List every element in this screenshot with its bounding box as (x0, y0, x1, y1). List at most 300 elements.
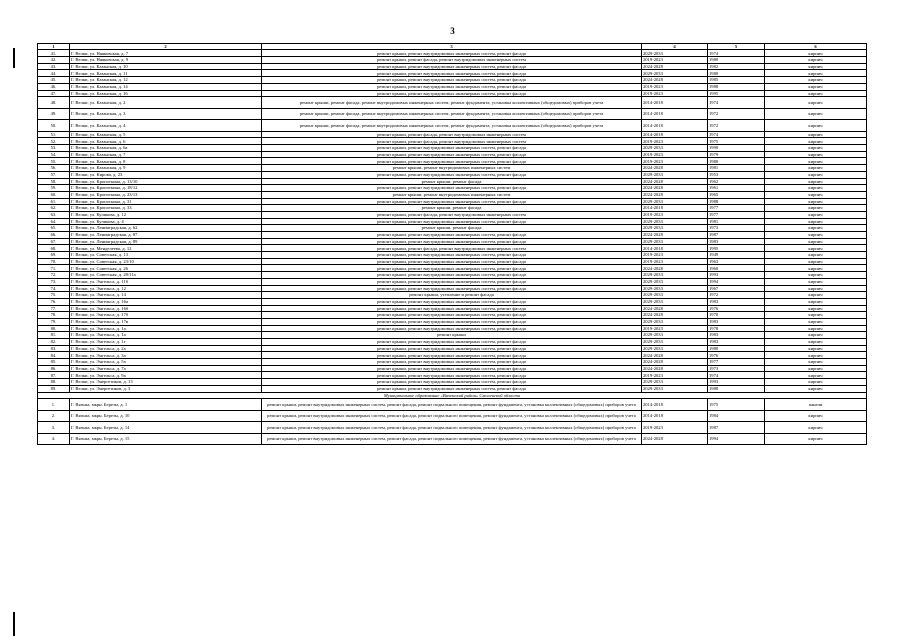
period-cell: 2029-2033 (642, 50, 708, 57)
table-row (38, 205, 867, 212)
material-cell: кирпич (765, 232, 867, 239)
material-cell: кирпич (765, 151, 867, 158)
row-number: 52. (38, 138, 70, 145)
year-cell: 1995 (708, 245, 765, 252)
table-row (38, 292, 867, 299)
period-cell: 2029-2033 (642, 145, 708, 152)
address-cell: Г. Велки, ул. Казанская, д. 12 (70, 77, 262, 84)
table-row (38, 138, 867, 145)
row-number: 72. (38, 272, 70, 279)
address-cell: Г. Вязьма, мкрн. Березы, д. 15 (70, 433, 262, 445)
works-cell: ремонт крыши, ремонт внутридомовых инженерных систем, ремонт фасада (262, 50, 642, 57)
material-cell: кирпич (765, 211, 867, 218)
row-number: 41. (38, 50, 70, 57)
year-cell: 1983 (708, 332, 765, 339)
year-cell: 1974 (708, 372, 765, 379)
period-cell: 2014-2018 (642, 108, 708, 120)
address-cell: Г. Велки, ул. Няяковская, д. 9 (70, 57, 262, 64)
works-cell: ремонт крыши (262, 332, 642, 339)
material-cell: кирпич (765, 372, 867, 379)
material-cell: кирпич (765, 332, 867, 339)
table-row (38, 57, 867, 64)
material-cell: кирпич (765, 77, 867, 84)
year-cell: 1987 (708, 422, 765, 434)
address-cell: Г. Велки, ул. Энгельса, д. 3а (70, 352, 262, 359)
material-cell: кирпич (765, 312, 867, 319)
table-row (38, 433, 867, 445)
period-cell: 2024-2028 (642, 178, 708, 185)
row-number: 2. (38, 410, 70, 422)
table-row (38, 232, 867, 239)
table-row (38, 211, 867, 218)
table-row (38, 70, 867, 77)
address-cell: Г. Велки, ул. Кропоткина, д. 13/10 (70, 178, 262, 185)
address-cell: Г. Велки, ул. Энгельса, д. 1а (70, 325, 262, 332)
material-cell: кирпич (765, 225, 867, 232)
row-number: 62. (38, 205, 70, 212)
material-cell: кирпич (765, 50, 867, 57)
table-row (38, 191, 867, 198)
year-cell: 1977 (708, 205, 765, 212)
works-cell: ремонт крыши, ремонт фасада, ремонт внутридомовых инженерных систем (262, 138, 642, 145)
address-cell: Г. Велки, ул. Энгельса, д. 9а (70, 372, 262, 379)
row-number: 77. (38, 305, 70, 312)
row-number: 48. (38, 97, 70, 109)
works-cell: ремонт крыши, ремонт внутридомовых инженерных систем, ремонт фасада (262, 77, 642, 84)
material-cell: кирпич (765, 298, 867, 305)
material-cell: кирпич (765, 345, 867, 352)
year-cell: 1981 (708, 218, 765, 225)
works-cell: ремонт крыши, ремонт внутридомовых инженерных систем, ремонт фасада (262, 298, 642, 305)
binding-mark (13, 48, 15, 68)
year-cell: 1988 (708, 198, 765, 205)
material-cell: кирпич (765, 185, 867, 192)
period-cell: 2014-2018 (642, 245, 708, 252)
row-number: 44. (38, 70, 70, 77)
material-cell: кирпич (765, 318, 867, 325)
period-cell: 2024-2028 (642, 63, 708, 70)
works-cell: ремонт крыши, ремонт фасада, ремонт внутридомовых инженерных систем (262, 245, 642, 252)
row-number: 79. (38, 318, 70, 325)
address-cell: Г. Велки, ул. Куликова, д. 12 (70, 211, 262, 218)
address-cell: Г. Велки, ул. Казанская, д. 16 (70, 90, 262, 97)
works-cell: ремонт крыши, ремонт внутридомовых инженерных систем, ремонт фасада (262, 339, 642, 346)
row-number: 51. (38, 131, 70, 138)
works-cell: ремонт крыши, ремонт внутридомовых инженерных систем, ремонт фасада (262, 145, 642, 152)
works-cell: ремонт крыши, ремонт внутридомовых инженерных систем, ремонт фасада (262, 285, 642, 292)
address-cell: Г. Велки, ул. Казанская, д. 6 (70, 138, 262, 145)
address-cell: Г. Вязьма, мкрн. Березы, д. 1 (70, 399, 262, 411)
address-cell: Г. Велки, ул. Казанская, д. 5 (70, 131, 262, 138)
year-cell: 1974 (708, 131, 765, 138)
table-row (38, 345, 867, 352)
year-cell: 1974 (708, 97, 765, 109)
row-number: 70. (38, 258, 70, 265)
address-cell: Г. Вязьма, мкрн. Березы, д. 14 (70, 422, 262, 434)
year-cell: 1975 (708, 138, 765, 145)
row-number: 69. (38, 252, 70, 259)
works-cell: ремонт крыши, ремонт внутридомовых инженерных систем, ремонт фасада (262, 385, 642, 392)
period-cell: 2029-2033 (642, 292, 708, 299)
material-cell: кирпич (765, 278, 867, 285)
material-cell: кирпич (765, 422, 867, 434)
address-cell: Г. Велки, ул. Советская, д. 13 (70, 252, 262, 259)
period-cell: 2019-2023 (642, 422, 708, 434)
material-cell: кирпич (765, 292, 867, 299)
material-cell: кирпич (765, 252, 867, 259)
address-cell: Г. Велки, ул. Казанская, д. 3 (70, 108, 262, 120)
address-cell: Г. Велки, ул. Кропоткина, д. 23/13 (70, 191, 262, 198)
period-cell: 2019-2023 (642, 151, 708, 158)
table-body (38, 44, 867, 445)
year-cell: 1972 (708, 292, 765, 299)
table-row (38, 385, 867, 392)
material-cell: кирпич (765, 158, 867, 165)
table-row (38, 352, 867, 359)
table-row (38, 178, 867, 185)
address-cell: Г. Велки, ул. Энгельса, д. 11б (70, 278, 262, 285)
table-row (38, 165, 867, 172)
table-row (38, 63, 867, 70)
period-cell: 2029-2033 (642, 332, 708, 339)
works-cell: ремонт крыши, ремонт внутридомовых инженерных систем (262, 191, 642, 198)
table-row (38, 372, 867, 379)
table-row (38, 272, 867, 279)
period-cell: 2019-2023 (642, 211, 708, 218)
material-cell: кирпич (765, 97, 867, 109)
period-cell: 2024-2028 (642, 165, 708, 172)
row-number: 83. (38, 345, 70, 352)
col-header: 1 (38, 44, 70, 50)
col-header: 2 (70, 44, 262, 50)
row-number: 67. (38, 238, 70, 245)
material-cell: кирпич (765, 120, 867, 132)
works-cell: ремонт крыши, ремонт внутридомовых инженерных систем, ремонт фасада (262, 252, 642, 259)
table-row (38, 97, 867, 109)
address-cell: Г. Велки, ул. Казанская, д. 11 (70, 70, 262, 77)
works-cell: ремонт крыши, ремонт внутридомовых инженерных систем, ремонт фасада, ремонт подвального помещения, ремонт фундамента, установка коллективных (общедомовых) приборов учета (262, 433, 642, 445)
address-cell: Г. Велки, ул. Советская, д. 23/10 (70, 258, 262, 265)
works-cell: ремонт крыши, ремонт внутридомовых инженерных систем, ремонт фасада (262, 305, 642, 312)
year-cell: 1970 (708, 312, 765, 319)
table-row (38, 151, 867, 158)
works-cell: ремонт крыши, утепление и ремонт фасада (262, 292, 642, 299)
row-number: 54. (38, 151, 70, 158)
year-cell: 1973 (708, 225, 765, 232)
works-cell: ремонт крыши, ремонт внутридомовых инженерных систем (262, 165, 642, 172)
row-number: 49. (38, 108, 70, 120)
material-cell: кирпич (765, 339, 867, 346)
table-row (38, 171, 867, 178)
period-cell: 2019-2023 (642, 252, 708, 259)
material-cell: кирпич (765, 218, 867, 225)
year-cell: 1983 (708, 318, 765, 325)
address-cell: Г. Велки, ул. Энергетиков, д. 13 (70, 379, 262, 386)
row-number: 63. (38, 211, 70, 218)
section-title: Муниципальное образование «Вяземский район» Смоленской области (38, 392, 867, 399)
address-cell: Г. Велки, ул. Советская, д. 26 (70, 265, 262, 272)
address-cell: Г. Велки, ул. Энгельса, д. 12 (70, 285, 262, 292)
period-cell: 2029-2033 (642, 285, 708, 292)
table-row (38, 198, 867, 205)
table-row (38, 252, 867, 259)
period-cell: 2019-2023 (642, 325, 708, 332)
table-row (38, 90, 867, 97)
table-row (38, 265, 867, 272)
year-cell: 1982 (708, 63, 765, 70)
year-cell: 1965 (708, 191, 765, 198)
row-number: 75. (38, 292, 70, 299)
material-cell: кирпич (765, 191, 867, 198)
table-row (38, 365, 867, 372)
col-header: 3 (262, 44, 642, 50)
material-cell: кирпич (765, 70, 867, 77)
address-cell: Г. Велки, ул. Энгельса, д. 5а (70, 359, 262, 366)
address-cell: Г. Велки, ул. Энгельса, д. 17б (70, 312, 262, 319)
material-cell: кирпич (765, 90, 867, 97)
material-cell: кирпич (765, 238, 867, 245)
works-cell: ремонт крыши, ремонт внутридомовых инженерных систем, ремонт фасада (262, 198, 642, 205)
address-cell: Г. Велки, ул. Куликова, д. 4 (70, 218, 262, 225)
works-cell: ремонт крыши, ремонт внутридомовых инженерных систем, ремонт фасада (262, 325, 642, 332)
col-header: 5 (708, 44, 765, 50)
address-cell: Г. Велки, ул. Казанская, д. 10 (70, 63, 262, 70)
material-cell: кирпич (765, 63, 867, 70)
material-cell: кирпич (765, 272, 867, 279)
material-cell: кирпич (765, 258, 867, 265)
address-cell: Г. Велки, ул. Ленинградская, д. 89 (70, 238, 262, 245)
period-cell: 2024-2028 (642, 352, 708, 359)
period-cell: 2019-2023 (642, 158, 708, 165)
address-cell: Г. Велки, ул. Казанская, д. 7 (70, 151, 262, 158)
row-number: 50. (38, 120, 70, 132)
table-row (38, 305, 867, 312)
address-cell: Г. Велки, ул. Энгельса, д. 16б (70, 305, 262, 312)
works-cell: ремонт крыши, ремонт внутридомовых инженерных систем, ремонт фасада (262, 258, 642, 265)
address-cell: Г. Велки, ул. Казанская, д. 6а (70, 145, 262, 152)
material-cell: кирпич (765, 359, 867, 366)
row-number: 89. (38, 385, 70, 392)
year-cell: 1984 (708, 410, 765, 422)
row-number: 88. (38, 379, 70, 386)
address-cell: Г. Велки, ул. Кропоткина, д. 33 (70, 205, 262, 212)
period-cell: 2024-2028 (642, 185, 708, 192)
row-number: 86. (38, 365, 70, 372)
works-cell: ремонт крыши, ремонт внутридомовых инженерных систем, ремонт фасада (262, 365, 642, 372)
address-cell: Г. Велки, ул. Менделеева, д. 12 (70, 245, 262, 252)
table-row (38, 225, 867, 232)
material-cell: кирпич (765, 138, 867, 145)
address-cell: Г. Велки, ул. Няяковская, д. 7 (70, 50, 262, 57)
table-row (38, 285, 867, 292)
table-row (38, 258, 867, 265)
works-cell: ремонт крыши, ремонт внутридомовых инженерных систем, ремонт фасада (262, 185, 642, 192)
period-cell: 2024-2028 (642, 312, 708, 319)
period-cell: 2024-2028 (642, 191, 708, 198)
table-row (38, 278, 867, 285)
row-number: 53. (38, 145, 70, 152)
year-cell: 1975 (708, 399, 765, 411)
table-row (38, 145, 867, 152)
material-cell: кирпич (765, 352, 867, 359)
works-cell: ремонт крыши, ремонт внутридомовых инженерных систем, ремонт фасада (262, 70, 642, 77)
period-cell: 2029-2033 (642, 198, 708, 205)
works-cell: ремонт крыши, ремонт внутридомовых инженерных систем, ремонт фасада (262, 379, 642, 386)
works-cell: ремонт крыши, ремонт внутридомовых инженерных систем, ремонт фасада (262, 63, 642, 70)
year-cell: 1981 (708, 165, 765, 172)
row-number: 1. (38, 399, 70, 411)
material-cell: кирпич (765, 385, 867, 392)
row-number: 4. (38, 433, 70, 445)
year-cell: 1983 (708, 339, 765, 346)
period-cell: 2014-2018 (642, 410, 708, 422)
section-row (38, 392, 867, 399)
year-cell: 1976 (708, 305, 765, 312)
material-cell: кирпич (765, 379, 867, 386)
works-cell: ремонт крыши, ремонт фасада (262, 205, 642, 212)
works-cell: ремонт крыши, ремонт внутридомовых инженерных систем, ремонт фасада (262, 272, 642, 279)
table-row (38, 245, 867, 252)
period-cell: 2029-2033 (642, 298, 708, 305)
year-cell: 1972 (708, 108, 765, 120)
period-cell: 2014-2018 (642, 97, 708, 109)
period-cell: 2029-2033 (642, 272, 708, 279)
row-number: 58. (38, 178, 70, 185)
address-cell: Г. Велки, ул. Энгельса, д. 2а (70, 345, 262, 352)
address-cell: Г. Велки, ул. Энергетиков, д. 3 (70, 385, 262, 392)
table-row (38, 318, 867, 325)
period-cell: 2019-2023 (642, 57, 708, 64)
works-cell: ремонт крыши, ремонт внутридомовых инженерных систем, ремонт фасада (262, 218, 642, 225)
period-cell: 2014-2018 (642, 205, 708, 212)
row-number: 64. (38, 218, 70, 225)
material-cell: кирпич (765, 205, 867, 212)
works-cell: ремонт крыши, ремонт внутридомовых инженерных систем, ремонт фасада, ремонт подвального помещения, ремонт фундамента, установка коллективных (общедомовых) приборов учета (262, 422, 642, 434)
row-number: 85. (38, 359, 70, 366)
works-cell: ремонт крыши, ремонт внутридомовых инженерных систем, ремонт фасада (262, 171, 642, 178)
year-cell: 1977 (708, 211, 765, 218)
works-cell: ремонт крыши, ремонт внутридомовых инженерных систем, ремонт фасада, ремонт подвального помещения, ремонт фундамента, установка коллективных (общедомовых) приборов учета (262, 410, 642, 422)
works-cell: ремонт крыши, ремонт фасада (262, 225, 642, 232)
year-cell: 1960 (708, 265, 765, 272)
material-cell: кирпич (765, 265, 867, 272)
row-number: 84. (38, 352, 70, 359)
row-number: 61. (38, 198, 70, 205)
year-cell: 1961 (708, 185, 765, 192)
row-number: 78. (38, 312, 70, 319)
address-cell: Г. Велки, ул. Кирова, д. 23 (70, 171, 262, 178)
address-cell: Г. Велки, ул. Энгельса, д. 17в (70, 318, 262, 325)
period-cell: 2024-2028 (642, 77, 708, 84)
works-cell: ремонт крыши, ремонт внутридомовых инженерных систем, ремонт фасада, ремонт подвального помещения, ремонт фундамента, установка коллективных (общедомовых) приборов учета (262, 399, 642, 411)
material-cell: кирпич (765, 131, 867, 138)
table-row (38, 185, 867, 192)
address-cell: Г. Велки, ул. Ленинградская, д. 87 (70, 232, 262, 239)
year-cell: 1949 (708, 252, 765, 259)
period-cell: 2029-2033 (642, 379, 708, 386)
table-row (38, 325, 867, 332)
period-cell: 2029-2033 (642, 171, 708, 178)
material-cell: кирпич (765, 108, 867, 120)
works-cell: ремонт крыши, ремонт внутридомовых инженерных систем, ремонт фасада (262, 352, 642, 359)
period-cell: 2019-2023 (642, 372, 708, 379)
period-cell: 2029-2033 (642, 278, 708, 285)
works-cell: ремонт крыши, ремонт внутридомовых инженерных систем, ремонт фасада (262, 372, 642, 379)
period-cell: 2024-2028 (642, 232, 708, 239)
works-cell: ремонт крыши, ремонт внутридомовых инженерных систем, ремонт фасада (262, 158, 642, 165)
year-cell: 1980 (708, 57, 765, 64)
works-cell: ремонт крыши, ремонт фасада, ремонт внутридомовых инженерных систем (262, 211, 642, 218)
period-cell: 2024-2028 (642, 359, 708, 366)
table-row (38, 410, 867, 422)
address-cell: Г. Велки, ул. Казанская, д. 2 (70, 97, 262, 109)
year-cell: 1980 (708, 70, 765, 77)
year-cell: 1993 (708, 379, 765, 386)
works-cell: ремонт крыши, ремонт внутридомовых инженерных систем, ремонт фасада (262, 312, 642, 319)
table-row (38, 83, 867, 90)
year-cell: 1994 (708, 433, 765, 445)
period-cell: 2019-2023 (642, 258, 708, 265)
table-row (38, 108, 867, 120)
row-number: 87. (38, 372, 70, 379)
year-cell: 1977 (708, 359, 765, 366)
year-cell: 1972 (708, 120, 765, 132)
year-cell: 1987 (708, 232, 765, 239)
row-number: 56. (38, 165, 70, 172)
material-cell: кирпич (765, 57, 867, 64)
material-cell: кирпич (765, 83, 867, 90)
period-cell: 2019-2023 (642, 138, 708, 145)
col-header: 4 (642, 44, 708, 50)
row-number: 55. (38, 158, 70, 165)
works-cell: ремонт крыши, ремонт фасада, ремонт внутридомовых инженерных систем (262, 131, 642, 138)
year-cell: 1990 (708, 145, 765, 152)
year-cell: 1993 (708, 272, 765, 279)
material-cell: кирпич (765, 285, 867, 292)
row-number: 46. (38, 83, 70, 90)
works-cell: ремонт крыши, ремонт внутридомовых инженерных систем, ремонт фасада (262, 318, 642, 325)
works-cell: ремонт крыши, ремонт внутридомовых инженерных систем, ремонт фасада (262, 151, 642, 158)
year-cell: 1967 (708, 285, 765, 292)
period-cell: 2029-2033 (642, 345, 708, 352)
period-cell: 2024-2028 (642, 433, 708, 445)
material-cell: кирпич (765, 165, 867, 172)
address-cell: Г. Велки, ул. Казанская, д. 14 (70, 83, 262, 90)
row-number: 71. (38, 265, 70, 272)
period-cell: 2024-2028 (642, 265, 708, 272)
row-number: 66. (38, 232, 70, 239)
row-number: 68. (38, 245, 70, 252)
material-cell: кирпич (765, 178, 867, 185)
period-cell: 2019-2023 (642, 90, 708, 97)
period-cell: 2029-2033 (642, 218, 708, 225)
period-cell: 2014-2018 (642, 399, 708, 411)
address-cell: Г. Велки, ул. Энгельса, д. 16а (70, 298, 262, 305)
address-cell: Г. Вязьма, мкрн. Березы, д. 10 (70, 410, 262, 422)
year-cell: 1976 (708, 352, 765, 359)
material-cell: кирпич (765, 433, 867, 445)
page-number: 3 (450, 26, 455, 36)
works-cell: ремонт крыши, ремонт внутридомовых инженерных систем, ремонт фасада (262, 83, 642, 90)
year-cell: 1953 (708, 171, 765, 178)
period-cell: 2014-2018 (642, 120, 708, 132)
material-cell: кирпич (765, 245, 867, 252)
year-cell: 1979 (708, 151, 765, 158)
works-cell: ремонт крыши, ремонт внутридомовых инженерных систем, ремонт фасада (262, 232, 642, 239)
table-row (38, 298, 867, 305)
row-number: 65. (38, 225, 70, 232)
row-number: 42. (38, 57, 70, 64)
